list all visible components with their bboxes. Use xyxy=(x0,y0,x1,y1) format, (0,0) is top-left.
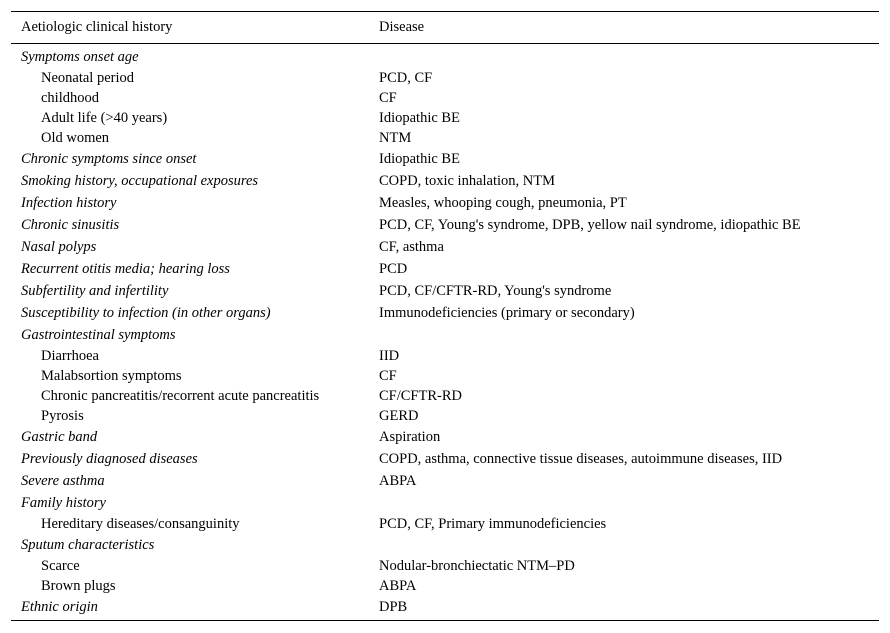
disease-cell: Idiopathic BE xyxy=(379,109,460,126)
disease-cell: COPD, asthma, connective tissue diseases, autoimmune diseases, IID xyxy=(379,450,783,467)
disease-cell: PCD, CF, Young's syndrome, DPB, yellow nail syndrome, idiopathic BE xyxy=(379,216,801,233)
disease-cell: PCD xyxy=(379,260,408,277)
disease-cell: IID xyxy=(379,347,400,364)
table-row xyxy=(11,366,879,386)
subcategory-label: childhood xyxy=(41,89,99,106)
disease-cell: PCD, CF xyxy=(379,69,433,86)
disease-cell: CF/CFTR-RD xyxy=(379,387,462,404)
disease-cell: CF xyxy=(379,367,397,384)
disease-cell: Measles, whooping cough, pneumonia, PT xyxy=(379,194,627,211)
subcategory-label: Brown plugs xyxy=(41,577,116,594)
table-bottom-rule xyxy=(11,620,879,621)
category-label: Subfertility and infertility xyxy=(21,282,169,299)
category-label: Smoking history, occupational exposures xyxy=(21,172,259,189)
table-row xyxy=(11,258,879,280)
category-label: Infection history xyxy=(21,194,117,211)
table-row xyxy=(11,280,879,302)
header-aetiologic-history: Aetiologic clinical history xyxy=(21,19,173,35)
table-header-row xyxy=(11,12,879,43)
aetiology-table xyxy=(11,11,879,618)
table-row xyxy=(11,426,879,448)
disease-cell: PCD, CF/CFTR-RD, Young's syndrome xyxy=(379,282,612,299)
disease-cell: Immunodeficiencies (primary or secondary) xyxy=(379,304,635,321)
subcategory-label: Old women xyxy=(41,129,110,146)
category-label: Recurrent otitis media; hearing loss xyxy=(21,260,230,277)
disease-cell: GERD xyxy=(379,407,419,424)
subcategory-label: Pyrosis xyxy=(41,407,84,424)
table-row xyxy=(11,470,879,492)
category-label: Previously diagnosed diseases xyxy=(21,450,198,467)
category-label: Chronic sinusitis xyxy=(21,216,120,233)
table-row xyxy=(11,386,879,406)
subcategory-label: Malabsortion symptoms xyxy=(41,367,182,384)
disease-cell: PCD, CF, Primary immunodeficiencies xyxy=(379,515,607,532)
category-label: Chronic symptoms since onset xyxy=(21,150,197,167)
category-label: Severe asthma xyxy=(21,472,105,489)
table-row xyxy=(11,596,879,618)
category-label: Susceptibility to infection (in other organs) xyxy=(21,304,271,321)
category-label: Symptoms onset age xyxy=(21,48,139,65)
category-label: Sputum characteristics xyxy=(21,536,155,553)
subcategory-label: Scarce xyxy=(41,557,80,574)
disease-cell: Aspiration xyxy=(379,428,441,445)
table-row xyxy=(11,68,879,88)
disease-cell: COPD, toxic inhalation, NTM xyxy=(379,172,556,189)
subcategory-label: Chronic pancreatitis/recorrent acute pancreatitis xyxy=(41,387,320,404)
table-row xyxy=(11,302,879,324)
table-row xyxy=(11,148,879,170)
table-row xyxy=(11,556,879,576)
table-row xyxy=(11,108,879,128)
table-row xyxy=(11,514,879,534)
table-row xyxy=(11,192,879,214)
disease-cell: NTM xyxy=(379,129,412,146)
table-row xyxy=(11,236,879,258)
table-row xyxy=(11,214,879,236)
category-label: Family history xyxy=(21,494,106,511)
disease-cell: ABPA xyxy=(379,577,417,594)
disease-cell: Idiopathic BE xyxy=(379,150,460,167)
subcategory-label: Diarrhoea xyxy=(41,347,99,364)
table-row xyxy=(11,128,879,148)
subcategory-label: Neonatal period xyxy=(41,69,135,86)
category-label: Gastric band xyxy=(21,428,98,445)
header-disease: Disease xyxy=(379,19,425,35)
table-row xyxy=(11,170,879,192)
table-row xyxy=(11,406,879,426)
disease-cell: ABPA xyxy=(379,472,417,489)
disease-cell: CF xyxy=(379,89,397,106)
table-row xyxy=(11,346,879,366)
table-row xyxy=(11,492,879,514)
disease-cell: DPB xyxy=(379,598,408,615)
category-label: Nasal polyps xyxy=(21,238,97,255)
subcategory-label: Adult life (>40 years) xyxy=(41,109,168,126)
table-row xyxy=(11,324,879,346)
table-row xyxy=(11,534,879,556)
table-row xyxy=(11,46,879,68)
table-body xyxy=(11,44,879,618)
table-row xyxy=(11,88,879,108)
table-row xyxy=(11,576,879,596)
disease-cell: Nodular-bronchiectatic NTM–PD xyxy=(379,557,575,574)
subcategory-label: Hereditary diseases/consanguinity xyxy=(41,515,240,532)
table-row xyxy=(11,448,879,470)
category-label: Gastrointestinal symptoms xyxy=(21,326,176,343)
disease-cell: CF, asthma xyxy=(379,238,444,255)
category-label: Ethnic origin xyxy=(21,598,98,615)
